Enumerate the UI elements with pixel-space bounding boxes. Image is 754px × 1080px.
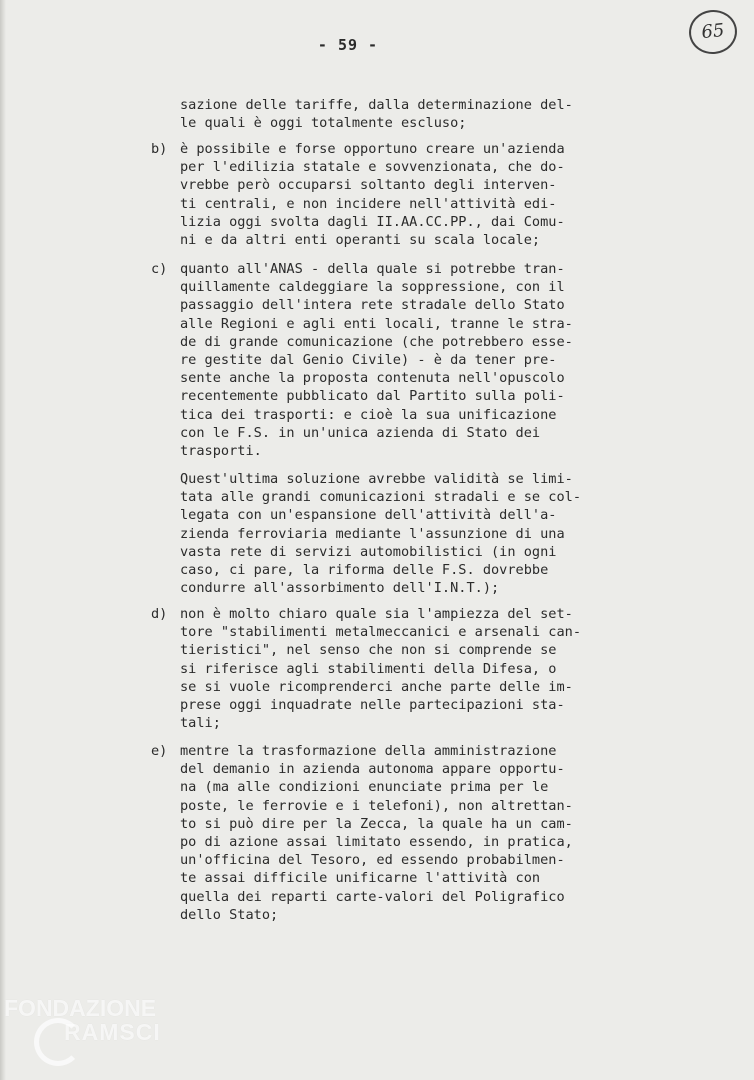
- watermark-line-1: FONDAZIONE: [4, 995, 157, 1021]
- watermark-g-logo-icon: [34, 1018, 82, 1066]
- paragraph-c-continued: Quest'ultima soluzione avrebbe validità se limi- tata alle grandi comunicazioni stradali e se col- legata con un'espansione dell'attività dell'a- zienda ferroviaria mediante l'assunzione di una vasta rete di servizi automobilistici (in ogni caso, ci pare, la riforma delle F.S. dovrebbe condurre all'assorbimento dell'I.N.T.);: [180, 471, 582, 597]
- item-marker-c: c): [151, 261, 168, 277]
- fondazione-gramsci-watermark: [4, 996, 194, 1044]
- page-number: - 59 -: [317, 36, 379, 54]
- paragraph-d: non è molto chiaro quale sia l'ampiezza del set- tore "stabilimenti metalmeccanici e arsenali can- tieristici", nel senso che non si comprende se si riferisce agli stabilimenti della Difesa, o se si vuole ricomprenderci anche parte delle im- prese oggi inquadrate nelle partecipazioni sta- tali;: [180, 606, 582, 732]
- page-edge-shadow: [0, 0, 6, 1080]
- paragraph-c: quanto all'ANAS - della quale si potrebbe tran- quillamente caldeggiare la soppressione, con il passaggio dell'intera rete stradale dello Stato alle Regioni e agli enti locali, tranne le stra- de di grande comunicazione (che potrebbero esse- re gestite dal Genio Civile) - è da tener pre- sente anche la proposta contenuta nell'opuscolo recentemente pubblicato dal Partito sulla poli- tica dei trasporti: e cioè la sua unificazione con le F.S. in un'unica azienda di Stato dei trasporti.: [180, 261, 573, 460]
- item-marker-b: b): [151, 141, 168, 157]
- paragraph-e: mentre la trasformazione della amministrazione del demanio in azienda autonoma appare opportu- na (ma alle condizioni enunciate prima per le poste, le ferrovie e i telefoni), non altrettan- to si può dire per la Zecca, la quale ha un cam- po di azione assai limitato essendo, in pratica, un'officina del Tesoro, ed essendo probabilmen- te assai difficile unificarne l'attività con quella dei reparti carte-valori del Poligrafico dello Stato;: [180, 743, 573, 923]
- item-marker-e: e): [151, 743, 168, 759]
- handwritten-page-stamp: 65: [687, 8, 739, 57]
- paragraph-b: è possibile e forse opportuno creare un'azienda per l'edilizia statale e sovvenzionata, che do- vrebbe però occuparsi soltanto degli interven- ti centrali, e non incidere nell'attività edi- lizia oggi svolta dagli II.AA.CC.PP., dai Comu- ni e da altri enti operanti su scala locale;: [180, 141, 565, 249]
- watermark-line-2: RAMSCI: [64, 1019, 161, 1045]
- item-marker-d: d): [151, 606, 168, 622]
- paragraph-continuation: sazione delle tariffe, dalla determinazione del- le quali è oggi totalmente escluso;: [180, 97, 573, 132]
